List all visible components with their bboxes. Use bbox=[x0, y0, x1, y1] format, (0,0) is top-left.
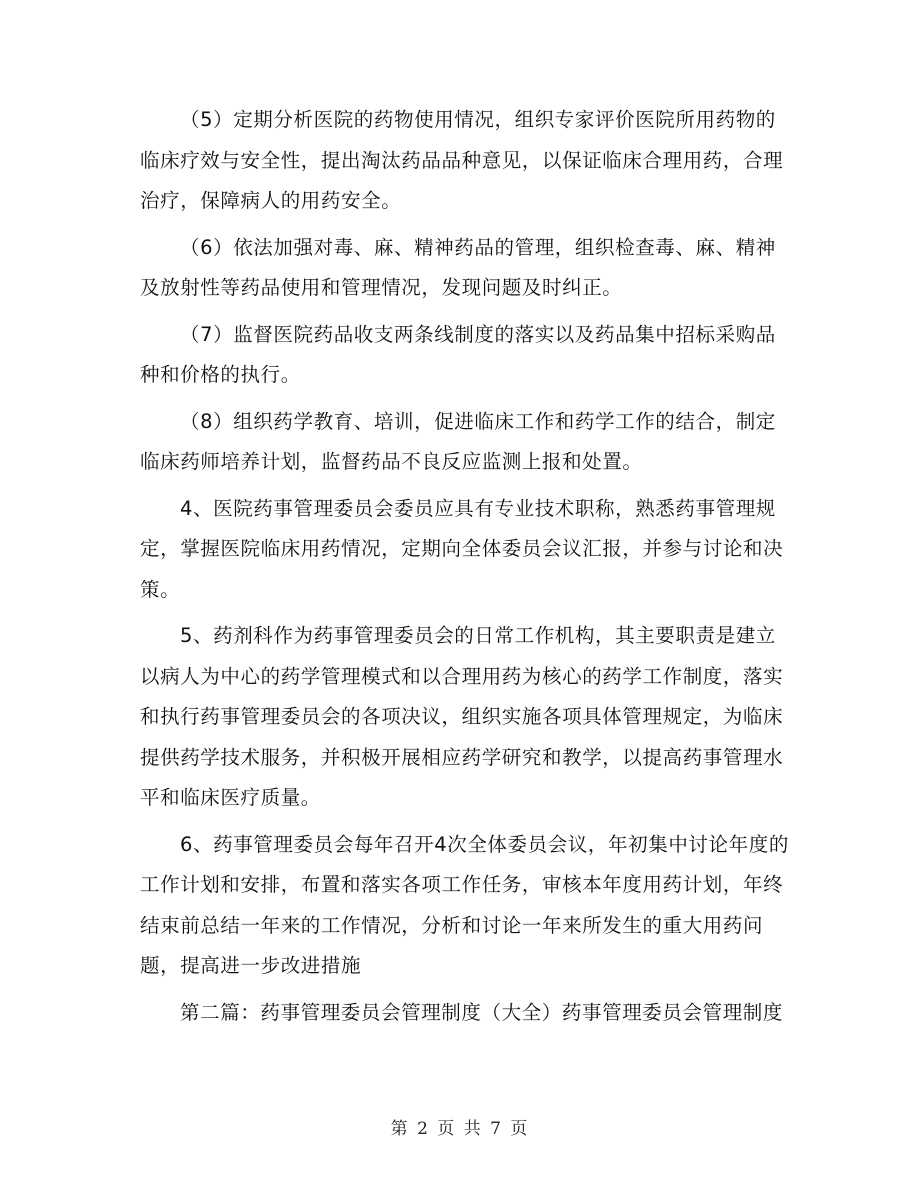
document-body bbox=[140, 100, 790, 1039]
paragraph-item-7: （7）监督医院药品收支两条线制度的落实以及药品集中招标采购品种和价格的执行。 bbox=[140, 322, 776, 386]
paragraph-section-6: 6、药事管理委员会每年召开4次全体委员会议，年初集中讨论年度的工作计划和安排，布置和落实各项工作任务，审核本年度用药计划，年终结束前总结一年来的工作情况，分析和讨论一年来所发生的重大用药问题，提高进一步改进措施 bbox=[140, 832, 789, 977]
paragraph-chapter-heading: 第二篇：药事管理委员会管理制度（大全）药事管理委员会管理制度 bbox=[180, 1000, 784, 1024]
paragraph-item-5: （5）定期分析医院的药物使用情况，组织专家评价医院所用药物的临床疗效与安全性，提出淘汰药品品种意见，以保证临床合理用药，合理治疗，保障病人的用药安全。 bbox=[140, 108, 784, 212]
paragraph-section-4: 4、医院药事管理委员会委员应具有专业技术职称，熟悉药事管理规定，掌握医院临床用药情况，定期向全体委员会议汇报，并参与讨论和决策。 bbox=[140, 496, 784, 601]
paragraph-item-8: （8）组织药学教育、培训，促进临床工作和药学工作的结合，制定临床药师培养计划，监督药品不良反应监测上报和处置。 bbox=[140, 409, 776, 473]
page-number-footer: 第 2 页 共 7 页 bbox=[390, 1119, 530, 1139]
paragraph-section-5: 5、药剂科作为药事管理委员会的日常工作机构，其主要职责是建立以病人为中心的药学管理模式和以合理用药为核心的药学工作制度，落实和执行药事管理委员会的各项决议，组织实施各项具体管理规定，为临床提供药学技术服务，并积极开展相应药学研究和教学，以提高药事管理水平和临床医疗质量。 bbox=[140, 624, 784, 809]
paragraph-item-6: （6）依法加强对毒、麻、精神药品的管理，组织检查毒、麻、精神及放射性等药品使用和管理情况，发现问题及时纠正。 bbox=[140, 235, 776, 299]
